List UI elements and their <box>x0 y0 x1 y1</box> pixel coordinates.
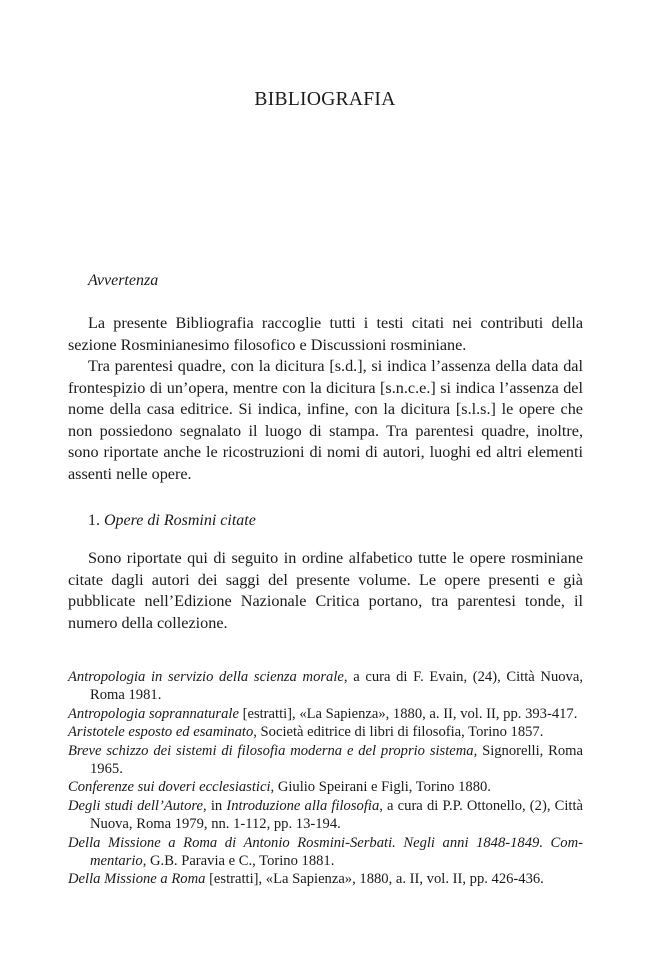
entry-title: Conferenze sui doveri ecclesiastici <box>68 779 271 796</box>
entry-details: [estratti], «La Sapienza», 1880, a. II, vol. II, pp. 426-436. <box>205 871 544 888</box>
section-title: Opere di Rosmini citate <box>104 512 256 529</box>
entry-details: , G.B. Paravia e C., Torino 1881. <box>142 853 335 870</box>
entry-details: , a cura di P.P. Ottonello, (2), Città Nuova, Roma 1979, nn. 1-112, pp. 13-194. <box>90 797 584 833</box>
bibliography-entry <box>68 742 583 779</box>
bibliography-entry <box>68 834 583 871</box>
entry-connector: , in <box>203 797 227 814</box>
section-intro <box>68 548 583 634</box>
entry-title: Antropologia soprannaturale <box>68 705 239 722</box>
bibliography-entry <box>68 778 583 796</box>
entry-details: , a cura di F. Evain, (24), Città Nuova, Roma 1981. <box>90 669 583 704</box>
bibliography-entry <box>68 705 583 723</box>
entry-title: Antropologia in servizio della scienza morale <box>68 669 344 685</box>
entry-details: , Giulio Speirani e Figli, Torino 1880. <box>270 779 491 796</box>
bibliography-entry <box>68 797 583 834</box>
avvertenza-heading: Avvertenza <box>88 272 159 289</box>
avvertenza-paragraph: La presente Bibliografia raccoglie tutti i testi citati nei contributi della sezione Rosminianesimo filosofico e Discussioni rosminiane. <box>68 314 583 354</box>
entry-details: [estratti], «La Sapienza», 1880, a. II, vol. II, pp. 393-417. <box>238 705 578 722</box>
entry-title: Degli studi dell’Autore <box>68 797 204 814</box>
entry-container-title: Introduzione alla filosofia <box>226 797 380 814</box>
entry-title: Aristotele esposto ed esaminato <box>68 724 254 741</box>
avvertenza-body <box>68 313 583 485</box>
section-heading <box>88 512 256 530</box>
bibliography-list <box>68 668 583 889</box>
page-title: BIBLIOGRAFIA <box>254 89 396 110</box>
bibliography-entry <box>68 668 583 705</box>
bibliography-entry <box>68 870 583 888</box>
entry-title: Della Missione a Roma di Antonio Rosmini-Serbati. Negli anni 1848-1849. Commentario <box>68 834 583 870</box>
entry-details: , Società editrice di libri di filosofia, Torino 1857. <box>253 724 544 741</box>
entry-details: Signorelli, Roma 1965. <box>90 742 583 778</box>
section-intro-paragraph: Sono riportate qui di seguito in ordine alfabetico tutte le opere rosminiane citate dagli autori dei saggi del presente volume. Le opere presenti e già pubblicate nell’Edizione Nazionale Critica portano, tra parentesi tonde, il numero della collezione. <box>68 549 583 632</box>
entry-title: Breve schizzo dei sistemi di filosofia moderna e del proprio sistema, <box>68 742 478 759</box>
bibliography-entry <box>68 723 583 741</box>
section-number: 1. <box>88 512 100 529</box>
entry-title: Della Missione a Roma <box>68 871 206 888</box>
avvertenza-paragraph: Tra parentesi quadre, con la dicitura [s.d.], si indica l’assenza della data dal frontespizio di un’opera, mentre con la dicitura [s.n.c.e.] si indica l’assenza del nome della casa editrice. Si indica, infine, con la dicitura [s.l.s.] le opere che non possiedono segnalato il luogo di stampa. Tra parentesi quadre, inoltre, sono riportate anche le ricostruzioni di nomi di autori, luoghi ed altri elementi assenti nelle opere. <box>68 357 583 483</box>
